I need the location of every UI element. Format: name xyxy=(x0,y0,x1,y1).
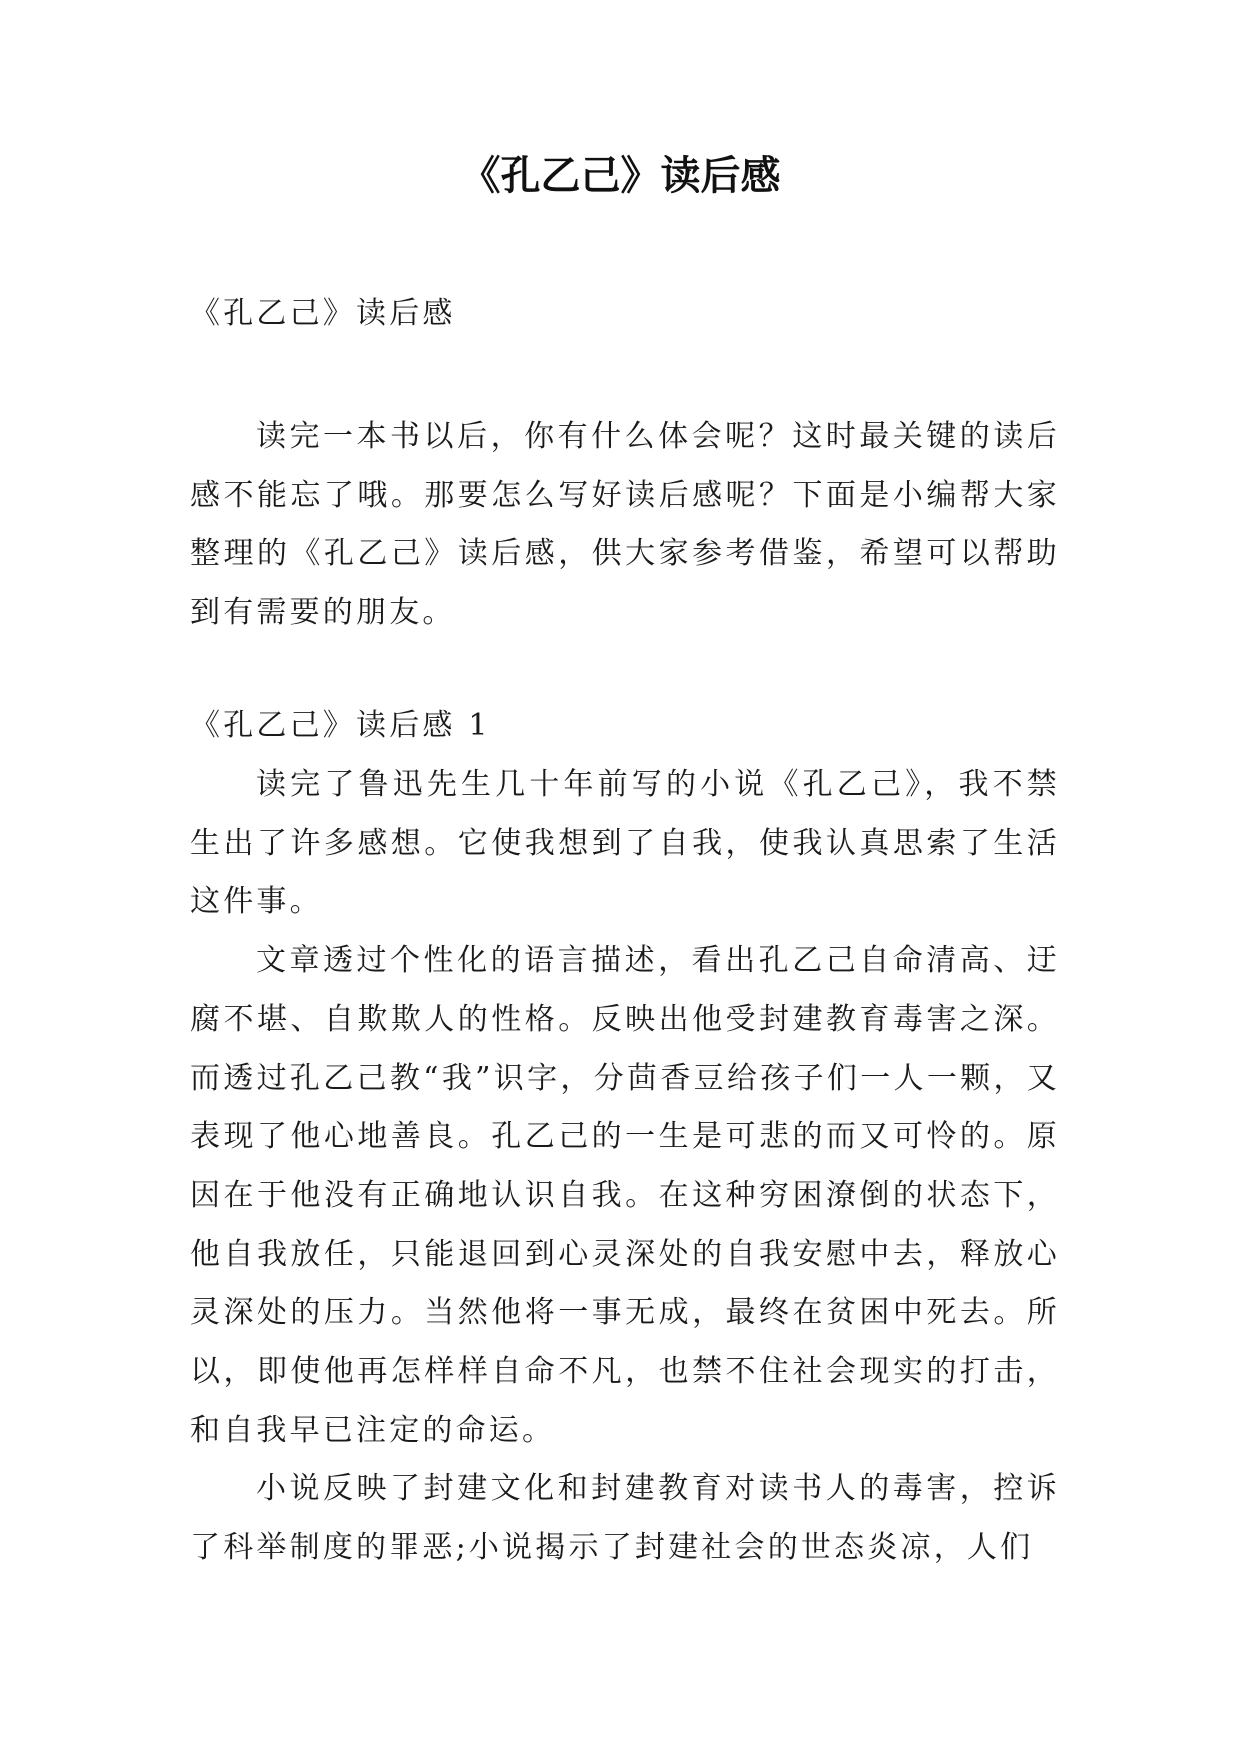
intro-paragraph: 读完一本书以后，你有什么体会呢？这时最关键的读后感不能忘了哦。那要怎么写好读后感呢？下面是小编帮大家整理的《孔乙己》读后感，供大家参考借鉴，希望可以帮助到有需要的朋友。 xyxy=(190,419,1060,631)
section-heading: 《孔乙己》读后感 1 xyxy=(190,708,491,743)
section-paragraph-2: 文章透过个性化的语言描述，看出孔乙己自命清高、迂腐不堪、自欺欺人的性格。反映出他受封建教育毒害之深。而透过孔乙己教“我”识字，分茴香豆给孩子们一人一颗，又表现了他心地善良。孔乙己的一生是可悲的而又可怜的。原因在于他没有正确地认识自我。在这种穷困潦倒的状态下，他自我放任，只能退回到心灵深处的自我安慰中去，释放心灵深处的压力。当然他将一事无成，最终在贫困中死去。所以，即使他再怎样样自命不凡，也禁不住社会现实的打击，和自我早已注定的命运。 xyxy=(190,943,1060,1448)
section-paragraph-3: 小说反映了封建文化和封建教育对读书人的毒害，控诉了科举制度的罪恶;小说揭示了封建社会的世态炎凉，人们 xyxy=(190,1471,1060,1566)
section-body xyxy=(190,756,1060,1578)
section-paragraph-1: 读完了鲁迅先生几十年前写的小说《孔乙己》，我不禁生出了许多感想。它使我想到了自我，使我认真思索了生活这件事。 xyxy=(190,767,1060,920)
document-title: 《孔乙己》读后感 xyxy=(460,153,781,199)
document-subtitle: 《孔乙己》读后感 xyxy=(190,296,456,331)
intro-section xyxy=(190,408,1060,643)
